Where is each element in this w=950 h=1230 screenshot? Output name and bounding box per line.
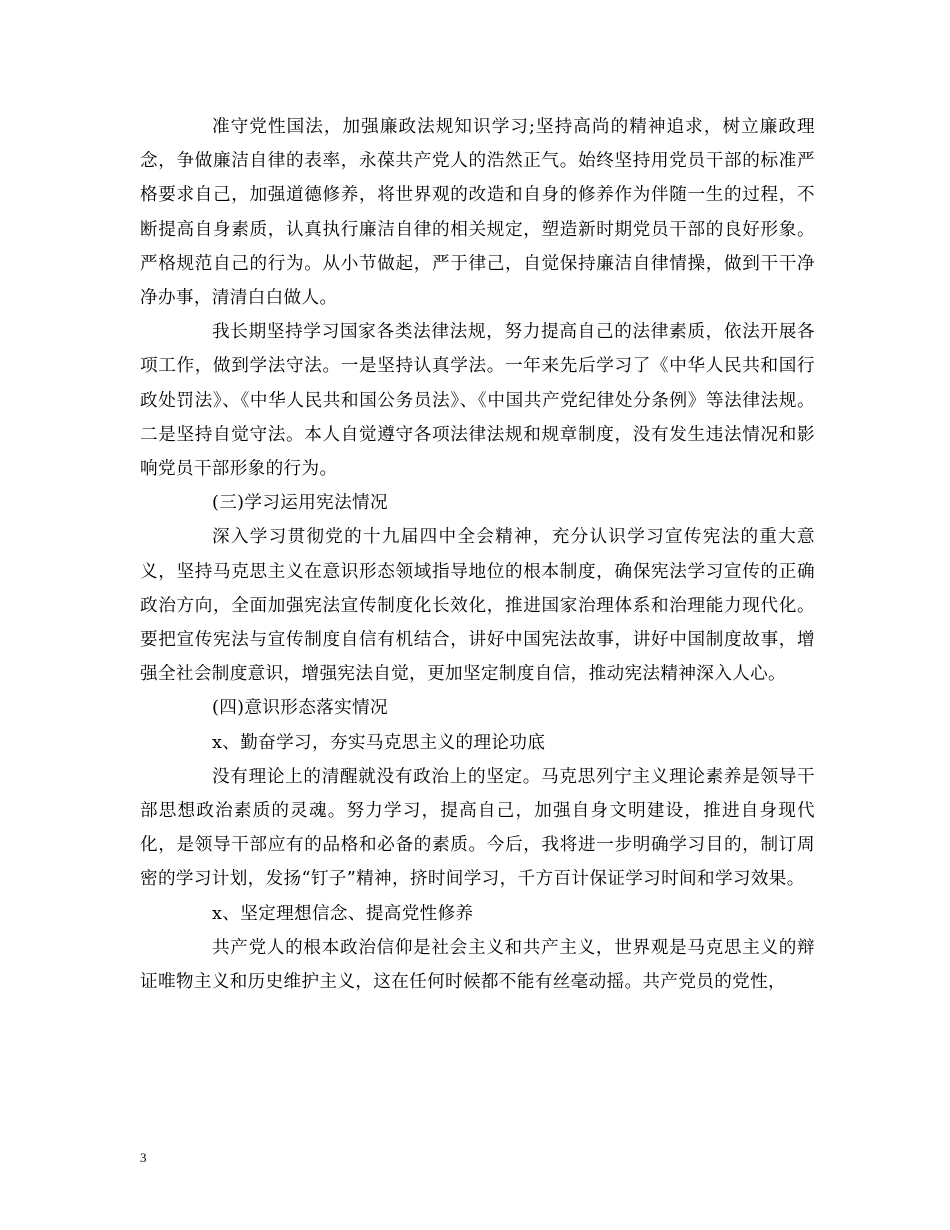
paragraph-theory: 没有理论上的清醒就没有政治上的坚定。马克思列宁主义理论素养是领导干部思想政治素质的灵魂。努力学习，提高自己，加强自身文明建设，推进自身现代化，是领导干部应有的品格和必备的素质。今后，我将进一步明确学习目的，制订周密的学习计划，发扬“钉子”精神，挤时间学习，千方百计保证学习时间和学习效果。 — [140, 766, 815, 890]
document-body — [140, 110, 815, 999]
paragraph-belief: 共产党人的根本政治信仰是社会主义和共产主义，世界观是马克思主义的辩证唯物主义和历史维护主义，这在任何时候都不能有丝毫动摇。共产党员的党性， — [140, 937, 815, 993]
paragraph-integrity: 准守党性国法，加强廉政法规知识学习;坚持高尚的精神追求，树立廉政理念，争做廉洁自律的表率，永葆共产党人的浩然正气。始终坚持用党员干部的标准严格要求自己，加强道德修养，将世界观的改造和自身的修养作为伴随一生的过程，不断提高自身素质，认真执行廉洁自律的相关规定，塑造新时期党员干部的良好形象。严格规范自己的行为。从小节做起，严于律己，自觉保持廉洁自律情操，做到干干净净办事，清清白白做人。 — [140, 117, 815, 309]
subheading-ideals: x、坚定理想信念、提高党性修养 — [212, 903, 474, 924]
paragraph-law-study: 我长期坚持学习国家各类法律法规，努力提高自己的法律素质，依法开展各项工作，做到学法守法。一是坚持认真学法。一年来先后学习了《中华人民共和国行政处罚法》、《中华人民共和国公务员法》、《中国共产党纪律处分条例》等法律法规。二是坚持自觉守法。本人自觉遵守各项法律法规和规章制度，没有发生违法情况和影响党员干部形象的行为。 — [140, 322, 815, 480]
subheading-diligent-study: x、勤奋学习，夯实马克思主义的理论功底 — [212, 732, 546, 753]
section-heading-constitution: (三)学习运用宪法情况 — [212, 493, 388, 514]
section-heading-ideology: (四)意识形态落实情况 — [212, 698, 388, 719]
paragraph-constitution: 深入学习贯彻党的十九届四中全会精神，充分认识学习宣传宪法的重大意义，坚持马克思主义在意识形态领域指导地位的根本制度，确保宪法学习宣传的正确政治方向，全面加强宪法宣传制度化长效化，推进国家治理体系和治理能力现代化。要把宣传宪法与宣传制度自信有机结合，讲好中国宪法故事，讲好中国制度故事，增强全社会制度意识，增强宪法自觉，更加坚定制度自信，推动宪法精神深入人心。 — [140, 527, 815, 685]
page-number: 3 — [140, 1150, 147, 1165]
